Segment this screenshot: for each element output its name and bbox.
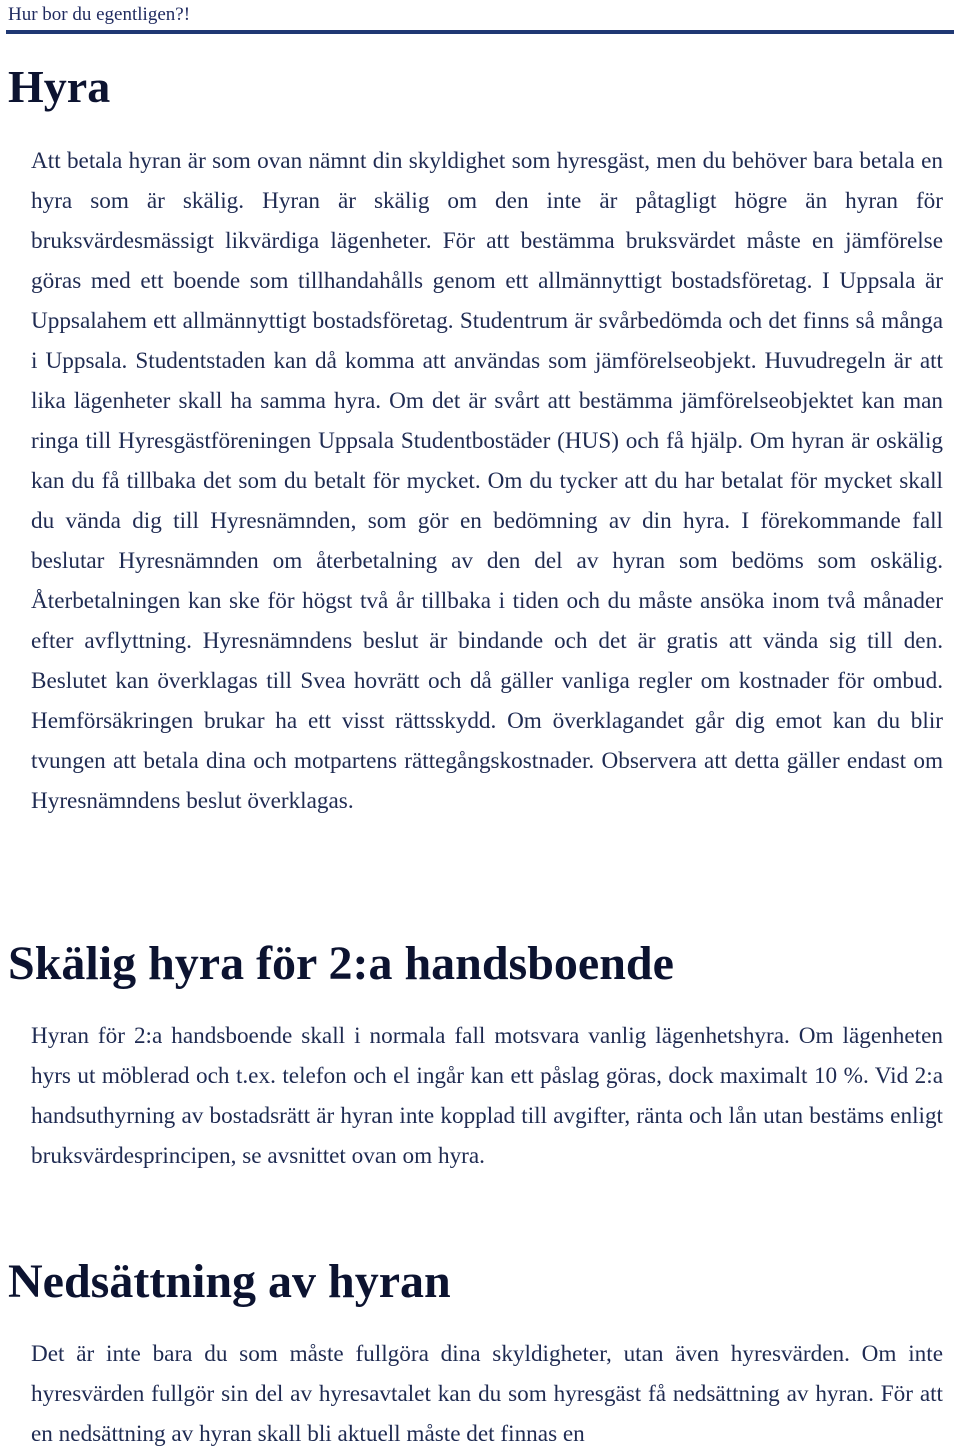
running-header: Hur bor du egentligen?! (8, 4, 191, 25)
section-heading-skalig-hyra: Skälig hyra för 2:a handsboende (8, 937, 674, 990)
header-divider (6, 30, 954, 34)
section-body-hyra: Att betala hyran är som ovan nämnt din skyldighet som hyresgäst, men du behöver bara betala en hyra som är skälig. Hyran är skälig om den inte är påtagligt högre än hyran för bruksvärdesmässigt likvärdiga lägenheter. För att bestämma bruksvärdet måste en jämförelse göras med ett boende som tillhandahålls genom ett allmännyttigt bostadsföretag. I Uppsala är Uppsalahem ett allmännyttigt bostadsföretag. Studentrum är svårbedömda och det finns så många i Uppsala. Studentstaden kan då komma att användas som jämförelseobjekt. Huvudregeln är att lika lägenheter skall ha samma hyra. Om det är svårt att bestämma jämförelseobjektet kan man ringa till Hyresgästföreningen Uppsala Studentbostäder (HUS) och få hjälp. Om hyran är oskälig kan du få tillbaka det som du betalt för mycket. Om du tycker att du har betalat för mycket skall du vända dig till Hyresnämnden, som gör en bedömning av din hyra. I förekommande fall beslutar Hyresnämnden om återbetalning av den del av hyran som bedöms som oskälig. Återbetalningen kan ske för högst två år tillbaka i tiden och du måste ansöka inom två månader efter avflyttning. Hyresnämndens beslut är bindande och det är gratis att vända sig till den. Beslutet kan överklagas till Svea hovrätt och då gäller vanliga regler om kostnader för ombud. Hemförsäkringen brukar ha ett visst rättsskydd. Om överklagandet går dig emot kan du blir tvungen att betala dina och motpartens rättegångskostnader. Observera att detta gäller endast om Hyresnämndens beslut överklagas. (31, 148, 943, 814)
section-body-nedsattning: Det är inte bara du som måste fullgöra dina skyldigheter, utan även hyresvärden. Om inte hyresvärden fullgör sin del av hyresavtalet kan du som hyresgäst få nedsättning av hyran. För att en nedsättning av hyran skall bli aktuell måste det finnas en (31, 1341, 943, 1447)
section-heading-hyra: Hyra (8, 61, 111, 112)
section-heading-nedsattning: Nedsättning av hyran (8, 1255, 451, 1308)
section-body-skalig-hyra: Hyran för 2:a handsboende skall i normala fall motsvara vanlig lägenhetshyra. Om lägenheten hyrs ut möblerad och t.ex. telefon och el ingår kan ett påslag göras, dock maximalt 10 %. Vid 2:a handsuthyrning av bostadsrätt är hyran inte kopplad till avgifter, ränta och lån utan bestäms enligt bruksvärdesprincipen, se avsnittet ovan om hyra. (31, 1023, 943, 1169)
